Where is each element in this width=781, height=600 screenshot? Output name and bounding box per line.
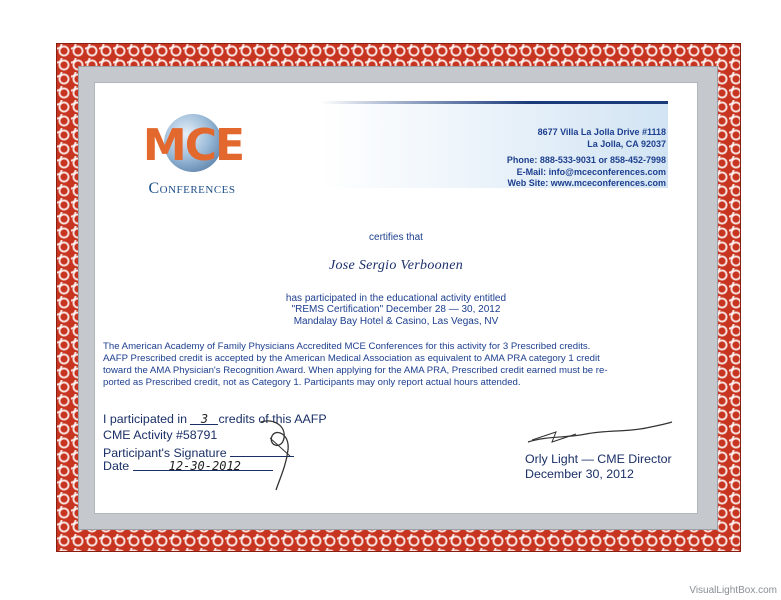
mce-logo xyxy=(122,110,262,205)
watermark: VisualLightBox.com xyxy=(689,585,777,596)
activity-number: CME Activity #58791 xyxy=(103,428,218,442)
date-value: 12-30-2012 xyxy=(133,459,273,471)
header-rule xyxy=(320,101,668,104)
address-street: 8677 Villa La Jolla Drive #1118 xyxy=(537,127,666,137)
address-website: Web Site: www.mceconferences.com xyxy=(507,178,666,188)
participated-text: has participated in the educational activity entitled xyxy=(285,293,507,304)
date-label: Date xyxy=(103,459,130,473)
recipient-name: Jose Sergio Verboonen xyxy=(328,258,464,273)
address-city: La Jolla, CA 92037 xyxy=(587,139,666,149)
accreditation-line-1: The American Academy of Family Physicians Accredited MCE Conferences for this activity for 3 Prescribed credits. xyxy=(103,341,591,352)
accreditation-line-3: toward the AMA Physician's Recognition Award. When applying for the AMA PRA, Prescribed credit earned must be re- xyxy=(103,365,608,376)
logo-letters: MCE xyxy=(142,120,244,171)
participation-prefix: I participated in xyxy=(103,412,188,426)
participation-suffix: credits of this AAFP xyxy=(218,412,327,426)
activity-venue: Mandalay Bay Hotel & Casino, Las Vegas, NV xyxy=(293,316,499,327)
director-date: December 30, 2012 xyxy=(525,467,634,481)
certifies-text: certifies that xyxy=(369,232,423,243)
activity-title: "REMS Certification" December 28 — 30, 2012 xyxy=(291,304,501,315)
accreditation-line-2: AAFP Prescribed credit is accepted by the American Medical Association as equivalent to AMA PRA category 1 credit xyxy=(103,353,600,364)
director-signature xyxy=(526,418,676,448)
director-name: Orly Light — CME Director xyxy=(525,452,672,466)
accreditation-line-4: ported as Prescribed credit, not as Category 1. Participants may only report actual hours attended. xyxy=(103,377,521,388)
logo-subtitle: Conferences xyxy=(148,180,236,197)
credits-value: 3 xyxy=(190,412,218,425)
date-line xyxy=(103,459,273,474)
address-email: E-Mail: info@mceconferences.com xyxy=(516,167,666,177)
signature-label: Participant's Signature xyxy=(103,446,227,460)
participant-signature-mark xyxy=(256,416,306,496)
address-phone: Phone: 888-533-9031 or 858-452-7998 xyxy=(506,155,666,165)
